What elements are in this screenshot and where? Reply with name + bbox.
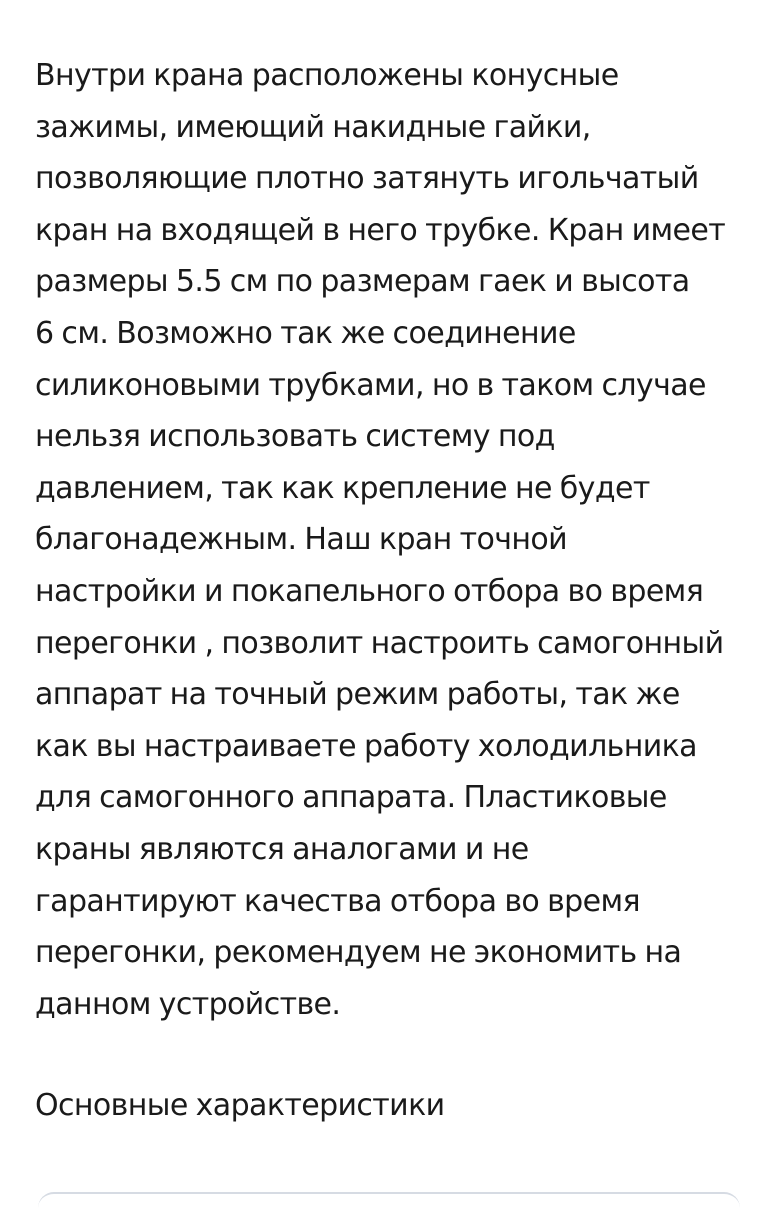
description-line: данном устройстве. bbox=[35, 986, 341, 1022]
description-line: для самогонного аппарата. Пластиковые bbox=[35, 780, 667, 816]
description-line: благонадежным. Наш кран точной bbox=[35, 522, 568, 558]
description-line: гарантируют качества отбора во время bbox=[35, 883, 640, 919]
description-line: нельзя использовать систему под bbox=[35, 419, 555, 455]
specs-card bbox=[38, 1192, 740, 1214]
description-line: позволяющие плотно затянуть игольчатый bbox=[35, 161, 699, 197]
product-description bbox=[35, 50, 755, 1030]
description-line: аппарат на точный режим работы, так же bbox=[35, 677, 680, 713]
description-line: как вы настраиваете работу холодильника bbox=[35, 728, 697, 764]
description-paragraph bbox=[35, 50, 755, 1030]
description-line: 6 см. Возможно так же соединение bbox=[35, 315, 576, 351]
description-line: перегонки , позволит настроить самогонный bbox=[35, 625, 724, 661]
description-line: перегонки, рекомендуем не экономить на bbox=[35, 935, 682, 971]
description-line: краны являются аналогами и не bbox=[35, 831, 529, 867]
description-line: кран на входящей в него трубке. Кран имеет bbox=[35, 212, 726, 248]
description-line: силиконовыми трубками, но в таком случае bbox=[35, 367, 706, 403]
description-line: размеры 5.5 см по размерам гаек и высота bbox=[35, 264, 690, 300]
description-line: зажимы, имеющий накидные гайки, bbox=[35, 109, 591, 145]
description-line: настройки и покапельного отбора во время bbox=[35, 573, 704, 609]
description-line: давлением, так как крепление не будет bbox=[35, 470, 650, 506]
description-line: Внутри крана расположены конусные bbox=[35, 58, 619, 93]
specs-heading: Основные характеристики bbox=[35, 1088, 445, 1123]
